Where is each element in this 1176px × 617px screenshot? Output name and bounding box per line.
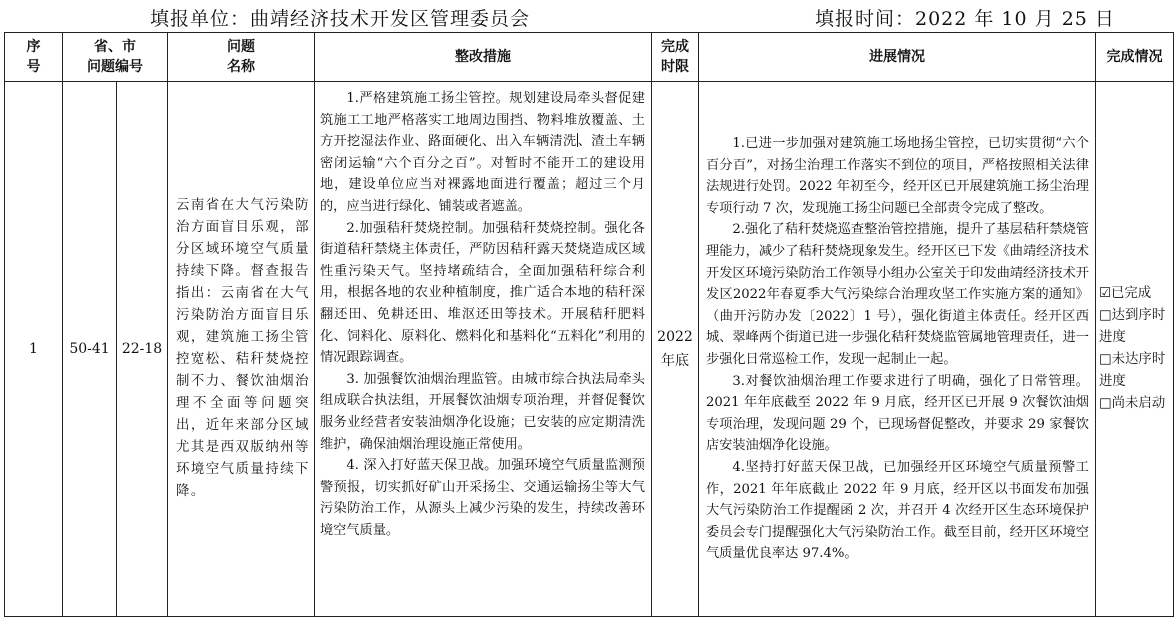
progress-item: 1.已进一步加强对建筑施工场地扬尘管控，已切实贯彻“六个百分百”，对扬尘治理工作落实不到位的项目，严格按照相关法律法规进行处罚。2022 年初至今，经开区已开展建筑施工扬尘治理专项行动 7 次，发现施工扬尘问题已全部责令完成了整改。: [706, 136, 1089, 216]
rectification-table: [4, 32, 1174, 617]
completion-status: [1096, 82, 1174, 617]
progress-item: 2.强化了秸秆焚烧巡查整治管控措施，提升了基层秸秆禁烧管理能力，减少了秸秆焚烧现象发生。经开区已下发《曲靖经济技术开发区环境污染防治工作领导小组办公室关于印发曲靖经济技术开发区2022年春夏季大气污染综合治理攻坚工作实施方案的通知》（曲开污防办发〔2022〕1 号），强化街道主体责任。经开区西城、翠峰两个街道已进一步强化秸秆焚烧监管属地管理责任，进一步强化日常巡检工作，发现一起制止一起。: [706, 222, 1089, 367]
status-completed-checkbox[interactable]: ☑已完成: [1099, 286, 1152, 301]
col-problem-name: 问题 名称: [168, 33, 315, 82]
col-progress: 进展情况: [699, 33, 1096, 82]
header-row: [5, 33, 1174, 82]
progress-status: [699, 82, 1096, 617]
col-deadline: 完成 时限: [652, 33, 699, 82]
measure-item: 4. 深入打好蓝天保卫战。加强环境空气质量监测预警预报，切实抓好矿山开采扬尘、交通运输扬尘等大气污染防治工作，从源头上减少污染的发生，持续改善环境空气质量。: [320, 458, 645, 538]
col-problem-code: 省、市 问题编号: [63, 33, 168, 82]
reporting-time: 填报时间：2022 年 10 月 25 日: [815, 8, 1115, 30]
status-not-started-checkbox[interactable]: □尚未启动: [1099, 396, 1166, 411]
col-measures: 整改措施: [315, 33, 652, 82]
progress-item: 4.坚持打好蓝天保卫战，已加强经开区环境空气质量预警工作，2021 年年底截止 2022 年 9 月底，经开区以书面发布加强大气污染防治工作提醒函 2 次，并召开 4 次经开区生态环境保护委员会专门提醒强化大气污染防治工作。截至目前，经开区环境空气质量优良率达 97.4%。: [706, 459, 1089, 562]
province-code: 50-41: [63, 82, 117, 617]
col-status: 完成情况: [1096, 33, 1174, 82]
city-code: 22-18: [117, 82, 168, 617]
measure-item: 2.加强秸秆焚烧控制。加强秸秆焚烧控制。强化各街道秸秆禁烧主体责任，严防因秸秆露天焚烧造成区域性重污染天气。坚持堵疏结合，全面加强秸秆综合利用，根据各地的农业种植制度，推广适合本地的秸秆深翻还田、免耕还田、堆沤还田等技术。开展秸秆肥料化、饲料化、原料化、燃料化和基料化“五料化”利用的情况跟踪调查。: [320, 220, 645, 366]
measure-item: 3. 加强餐饮油烟治理监管。由城市综合执法局牵头组成联合执法组，开展餐饮油烟专项治理，并督促餐饮服务业经营者安装油烟净化设施；已安装的应定期清洗维护，确保油烟治理设施正常使用。: [320, 371, 645, 452]
rectification-measures: [315, 82, 652, 617]
measure-item: 1.严格建筑施工扬尘管控。规划建设局牵头督促建筑施工工地严格落实工地周边围挡、物料堆放覆盖、土方开挖湿法作业、路面硬化、出入车辆清洗、渣土车辆密闭运输“六个百分之百”。对暂时不能开工的建设用地，建设单位应当对裸露地面进行覆盖；超过三个月的，应当进行绿化、铺装或者遮盖。: [320, 91, 645, 214]
col-seq: 序 号: [5, 33, 63, 82]
row-seq: 1: [5, 82, 63, 617]
deadline: 2022 年底: [652, 82, 699, 617]
problem-description: 云南省在大气污染防治方面盲目乐观，部分区域环境空气质量持续下降。督查报告指出：云南省在大气污染防治方面盲目乐观，建筑施工扬尘管控宽松、秸秆焚烧控制不力、餐饮油烟治理不全面等问题突出，近年来部分区域尤其是西双版纳州等环境空气质量持续下降。: [168, 82, 315, 617]
status-behind-schedule-checkbox[interactable]: □未达序时进度: [1099, 352, 1166, 389]
table-row: [5, 82, 1174, 617]
progress-item: 3.对餐饮油烟治理工作要求进行了明确，强化了日常管理。2021 年年底截至 2022 年 9 月底，经开区已开展 9 次餐饮油烟专项治理，发现问题 29 个，已现场督促整改，并要求 29 家餐饮店安装油烟净化设施。: [706, 373, 1089, 454]
reporting-unit: 填报单位：曲靖经济技术开发区管理委员会: [150, 8, 531, 30]
status-on-schedule-checkbox[interactable]: □达到序时进度: [1099, 308, 1166, 345]
